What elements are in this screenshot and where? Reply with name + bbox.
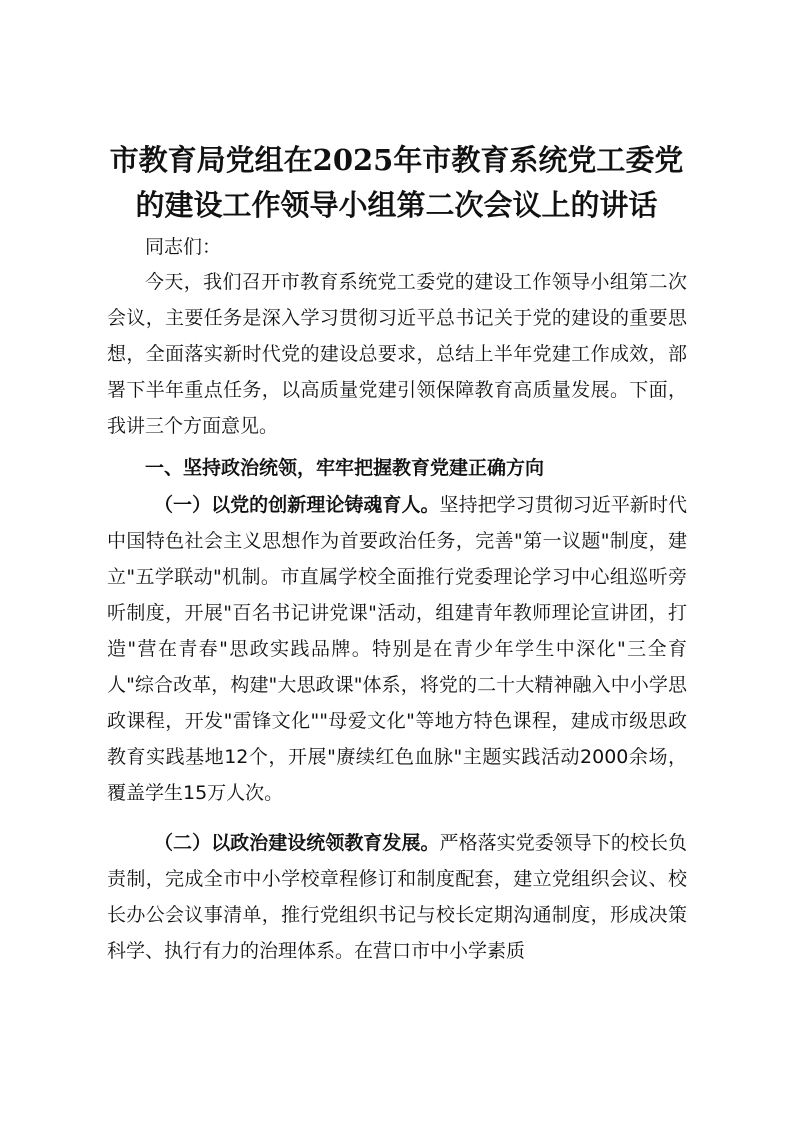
document-title-line-1: 市教育局党组在2025年市教育系统党工委党 <box>109 143 684 177</box>
section-heading-1: 一、坚持政治统领，牢牢把握教育党建正确方向 <box>145 457 545 479</box>
subsection-title-1: （一）以党的创新理论铸魂育人。 <box>154 494 440 516</box>
subsection-body-2: 严格落实党委领导下的校长负责制，完成全市中小学校章程修订和制度配套，建立党组织会议、校长办公会议事清单，推行党组织书记与校长定期沟通制度，形成决策科学、执行有力的治理体系。在营口市中小学素质 <box>107 832 687 962</box>
document-title-line-2: 的建设工作领导小组第二次会议上的讲话 <box>135 188 658 222</box>
salutation: 同志们： <box>145 236 222 258</box>
subsection-paragraph-2 <box>107 825 687 969</box>
subsection-body-1: 坚持把学习贯彻习近平新时代中国特色社会主义思想作为首要政治任务，完善"第一议题"制度，建立"五学联动"机制。市直属学校全面推行党委理论学习中心组巡听旁听制度，开展"百名书记讲党课"活动，组建青年教师理论宣讲团，打造"营在青春"思政实践品牌。特别是在青少年学生中深化"三全育人"综合改革，构建"大思政课"体系，将党的二十大精神融入中小学思政课程，开发"雷锋文化""母爱文化"等地方特色课程，建成市级思政教育实践基地12个，开展"赓续红色血脉"主题实践活动2000余场，覆盖学生15万人次。 <box>107 494 687 804</box>
subsection-title-2: （二）以政治建设统领教育发展。 <box>154 832 440 854</box>
subsection-paragraph-1 <box>107 487 687 811</box>
intro-paragraph: 今天，我们召开市教育系统党工委党的建设工作领导小组第二次会议，主要任务是深入学习贯彻习近平总书记关于党的建设的重要思想，全面落实新时代党的建设总要求，总结上半年党建工作成效，部署下半年重点任务，以高质量党建引领保障教育高质量发展。下面，我讲三个方面意见。 <box>107 271 687 437</box>
